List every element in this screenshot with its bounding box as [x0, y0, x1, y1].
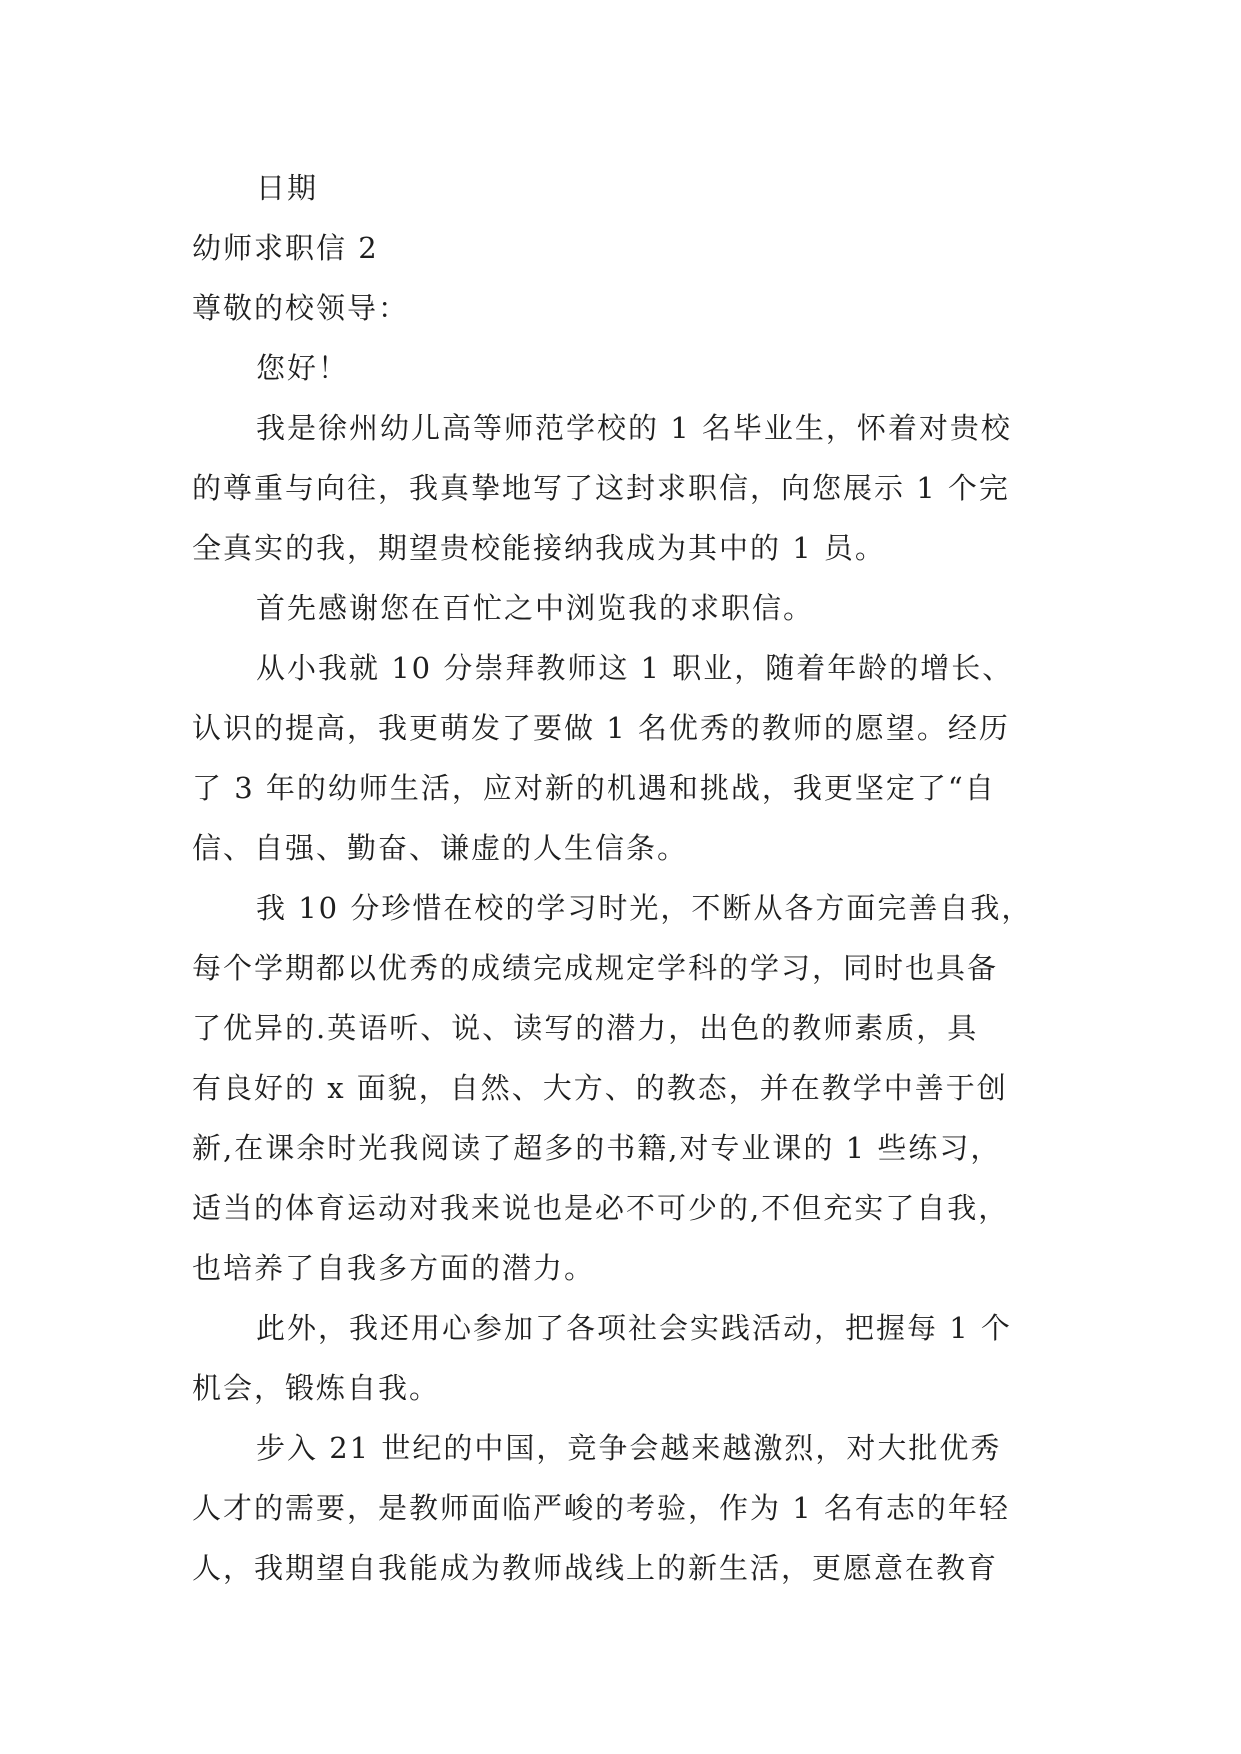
text-line: 人才的需要，是教师面临严峻的考验，作为 1 名有志的年轻: [192, 1491, 1010, 1525]
text-line: 认识的提高，我更萌发了要做 1 名优秀的教师的愿望。经历: [192, 711, 1010, 745]
text-line: 了 3 年的幼师生活，应对新的机遇和挑战，我更坚定了“自: [192, 771, 996, 805]
text-line: 了优异的.英语听、说、读写的潜力，出色的教师素质，具: [192, 1011, 979, 1045]
text-line: 也培养了自我多方面的潜力。: [192, 1251, 596, 1285]
text-line: 我是徐州幼儿高等师范学校的 1 名毕业生，怀着对贵校: [256, 411, 1012, 445]
text-line: 有良好的 x 面貌，自然、大方、的教态，并在教学中善于创: [192, 1071, 1008, 1105]
text-line: 此外，我还用心参加了各项社会实践活动，把握每 1 个: [256, 1311, 1012, 1345]
text-line: 机会，锻炼自我。: [192, 1371, 441, 1405]
text-line: 每个学期都以优秀的成绩完成规定学科的学习，同时也具备: [192, 951, 999, 985]
greeting: 您好！: [256, 351, 350, 385]
text-line: 首先感谢您在百忙之中浏览我的求职信。: [256, 591, 815, 625]
text-line: 人，我期望自我能成为教师战线上的新生活，更愿意在教育: [192, 1551, 999, 1585]
text-line: 的尊重与向往，我真挚地写了这封求职信，向您展示 1 个完: [192, 471, 1010, 505]
text-line: 我 10 分珍惜在校的学习时光，不断从各方面完善自我，: [256, 891, 1033, 925]
text-line: 信、自强、勤奋、谦虚的人生信条。: [192, 831, 689, 865]
text-line: 全真实的我，期望贵校能接纳我成为其中的 1 员。: [192, 531, 886, 565]
text-line: 步入 21 世纪的中国，竞争会越来越激烈，对大批优秀: [256, 1431, 1002, 1465]
date-line: 日期: [256, 171, 319, 205]
letter-title: 幼师求职信 2: [192, 231, 379, 265]
salutation: 尊敬的校领导：: [192, 291, 410, 325]
letter-body: [192, 158, 1052, 1598]
text-line: 从小我就 10 分崇拜教师这 1 职业，随着年龄的增长、: [256, 651, 1014, 685]
text-line: 适当的体育运动对我来说也是必不可少的,不但充实了自我，: [192, 1191, 1010, 1225]
text-line: 新,在课余时光我阅读了超多的书籍,对专业课的 1 些练习，: [192, 1131, 1002, 1165]
